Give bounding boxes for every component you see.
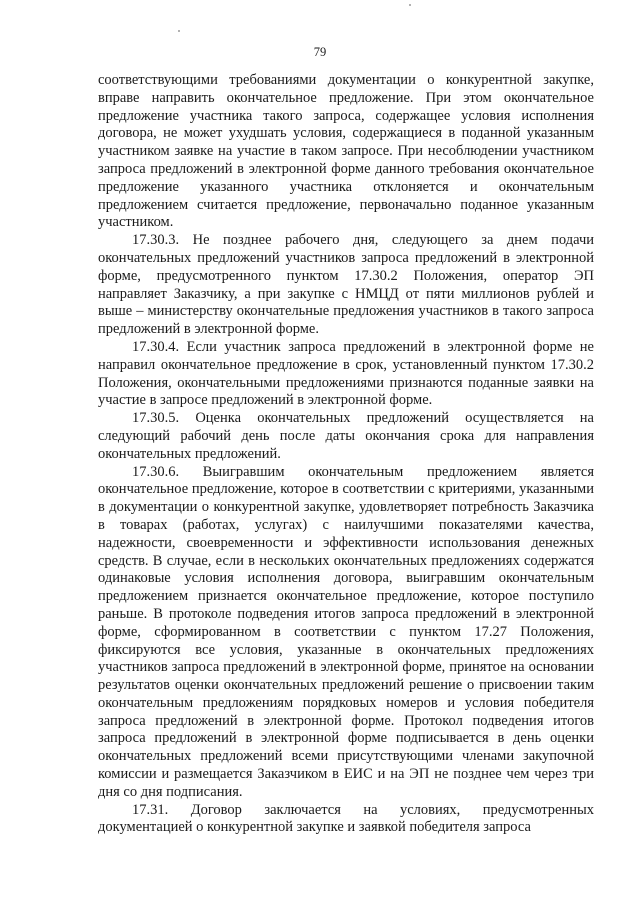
paragraph-17-30-4: 17.30.4. Если участник запроса предложений в электронной форме не направил окончательное предложение в срок, установленный пунктом 17.30.2 Положения, окончательными предложениями признаются поданные заявки на участие в запросе предложений в электронной форме. xyxy=(98,338,594,409)
paragraph-17-30-6: 17.30.6. Выигравшим окончательным предложением является окончательное предложение, которое в соответствии с критериями, указанными в документации о конкурентной закупке, удовлетворяет потребность Заказчика в товарах (работах, услугах) с наилучшими показателями качества, надежности, своевременности и эффективности использования денежных средств. В случае, если в нескольких окончательных предложениях содержатся одинаковые условия исполнения договора, выигравшим окончательным предложением признается окончательное предложение, которое поступило раньше. В протоколе подведения итогов запроса предложений в электронной форме, сформированном в соответствии с пунктом 17.27 Положения, фиксируются все условия, указанные в окончательных предложениях участников запроса предложений в электронной форме, принятое на основании результатов оценки окончательных предложений решение о присвоении таким окончательным предложениям порядковых номеров и условия победителя запроса предложений в электронной форме. Протокол подведения итогов запроса предложений в электронной форме подписывается в день оценки окончательных предложений всеми присутствующими членами закупочной комиссии и размещается Заказчиком в ЕИС и на ЭП не позднее чем через три дня со дня подписания. xyxy=(98,463,594,800)
paragraph-17-31: 17.31. Договор заключается на условиях, предусмотренных документацией о конкурентной закупке и заявкой победителя запроса xyxy=(98,801,594,836)
scan-speck xyxy=(409,4,411,6)
document-body xyxy=(98,72,594,837)
paragraph-continuation: соответствующими требованиями документации о конкурентной закупке, вправе направить окончательное предложение. При этом окончательное предложение участника такого запроса, содержащее условия исполнения договора, не может ухудшать условия, содержащиеся в поданной указанным участником заявке на участие в таком запросе. При несоблюдении участником запроса предложений в электронной форме данного требования окончательное предложение указанного участника отклоняется и окончательным предложением считается предложение, первоначально поданное указанным участником. xyxy=(98,72,594,231)
paragraph-17-30-3: 17.30.3. Не позднее рабочего дня, следующего за днем подачи окончательных предложений участников запроса предложений в электронной форме, предусмотренного пунктом 17.30.2 Положения, оператор ЭП направляет Заказчику, а при закупке с НМЦД от пяти миллионов рублей и выше – министерству окончательные предложения участников в такого запроса предложений в электронной форме. xyxy=(98,232,594,338)
paragraph-17-30-5: 17.30.5. Оценка окончательных предложений осуществляется на следующий рабочий день после даты окончания срока для направления окончательных предложений. xyxy=(98,410,594,462)
scan-speck xyxy=(178,30,180,32)
page-number: 79 xyxy=(313,45,327,59)
